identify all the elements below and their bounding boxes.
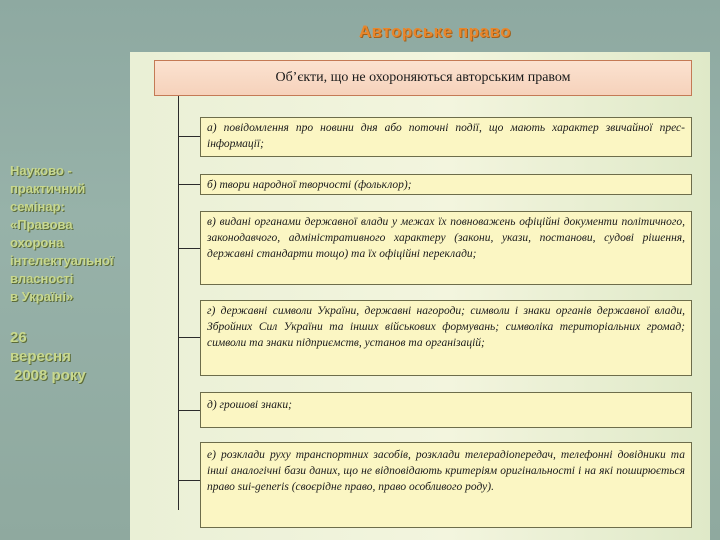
seminar-line: «Правова <box>10 217 73 232</box>
item-a: а) повідомлення про новини дня або поточні події, що мають характер звичайної прес-інформації; <box>200 117 692 157</box>
connector-vertical <box>178 96 179 510</box>
date-year: 2008 року <box>14 367 86 384</box>
connector-branch-c <box>178 248 200 249</box>
seminar-line: власності <box>10 271 74 286</box>
heading-text: Об’єкти, що не охороняються авторським правом <box>275 70 571 85</box>
heading-box <box>154 60 692 96</box>
seminar-title <box>10 162 150 306</box>
seminar-line: в Україні» <box>10 289 74 304</box>
seminar-line: інтелектуальної <box>10 253 114 268</box>
item-e: д) грошові знаки; <box>200 392 692 428</box>
item-f: е) розклади руху транспортних засобів, розклади телерадіопередач, телефонні довідники та інші аналогічні бази даних, що не відповідають критеріям оригінальності і на які поширюється право sui-generis (своєрідне право, право особливого роду). <box>200 442 692 528</box>
item-b: б) твори народної творчості (фольклор); <box>200 174 692 195</box>
item-d: г) державні символи України, державні нагороди; символи і знаки органів державної влади, Збройних Сил України та інших військових формувань; символіка територіальних громад; символи та знаки підприємств, установ та організацій; <box>200 300 692 376</box>
seminar-line: Науково - <box>10 163 72 178</box>
title-bar <box>0 0 720 50</box>
seminar-line: охорона <box>10 235 64 250</box>
connector-branch-a <box>178 136 200 137</box>
seminar-date <box>10 328 150 385</box>
connector-branch-f <box>178 480 200 481</box>
date-month: вересня <box>10 348 71 365</box>
connector-branch-e <box>178 410 200 411</box>
page-title: Авторське право <box>358 22 512 41</box>
connector-branch-b <box>178 184 200 185</box>
sidebar <box>10 162 150 385</box>
seminar-line: семінар: <box>10 199 65 214</box>
connector-branch-d <box>178 337 200 338</box>
seminar-line: практичний <box>10 181 86 196</box>
item-c: в) видані органами державної влади у межах їх повноважень офіційні документи політичного, законодавчого, адміністративного характеру (закони, укази, постанови, судові рішення, державні стандарти тощо) та їх офіційні переклади; <box>200 211 692 285</box>
date-day: 26 <box>10 329 27 346</box>
